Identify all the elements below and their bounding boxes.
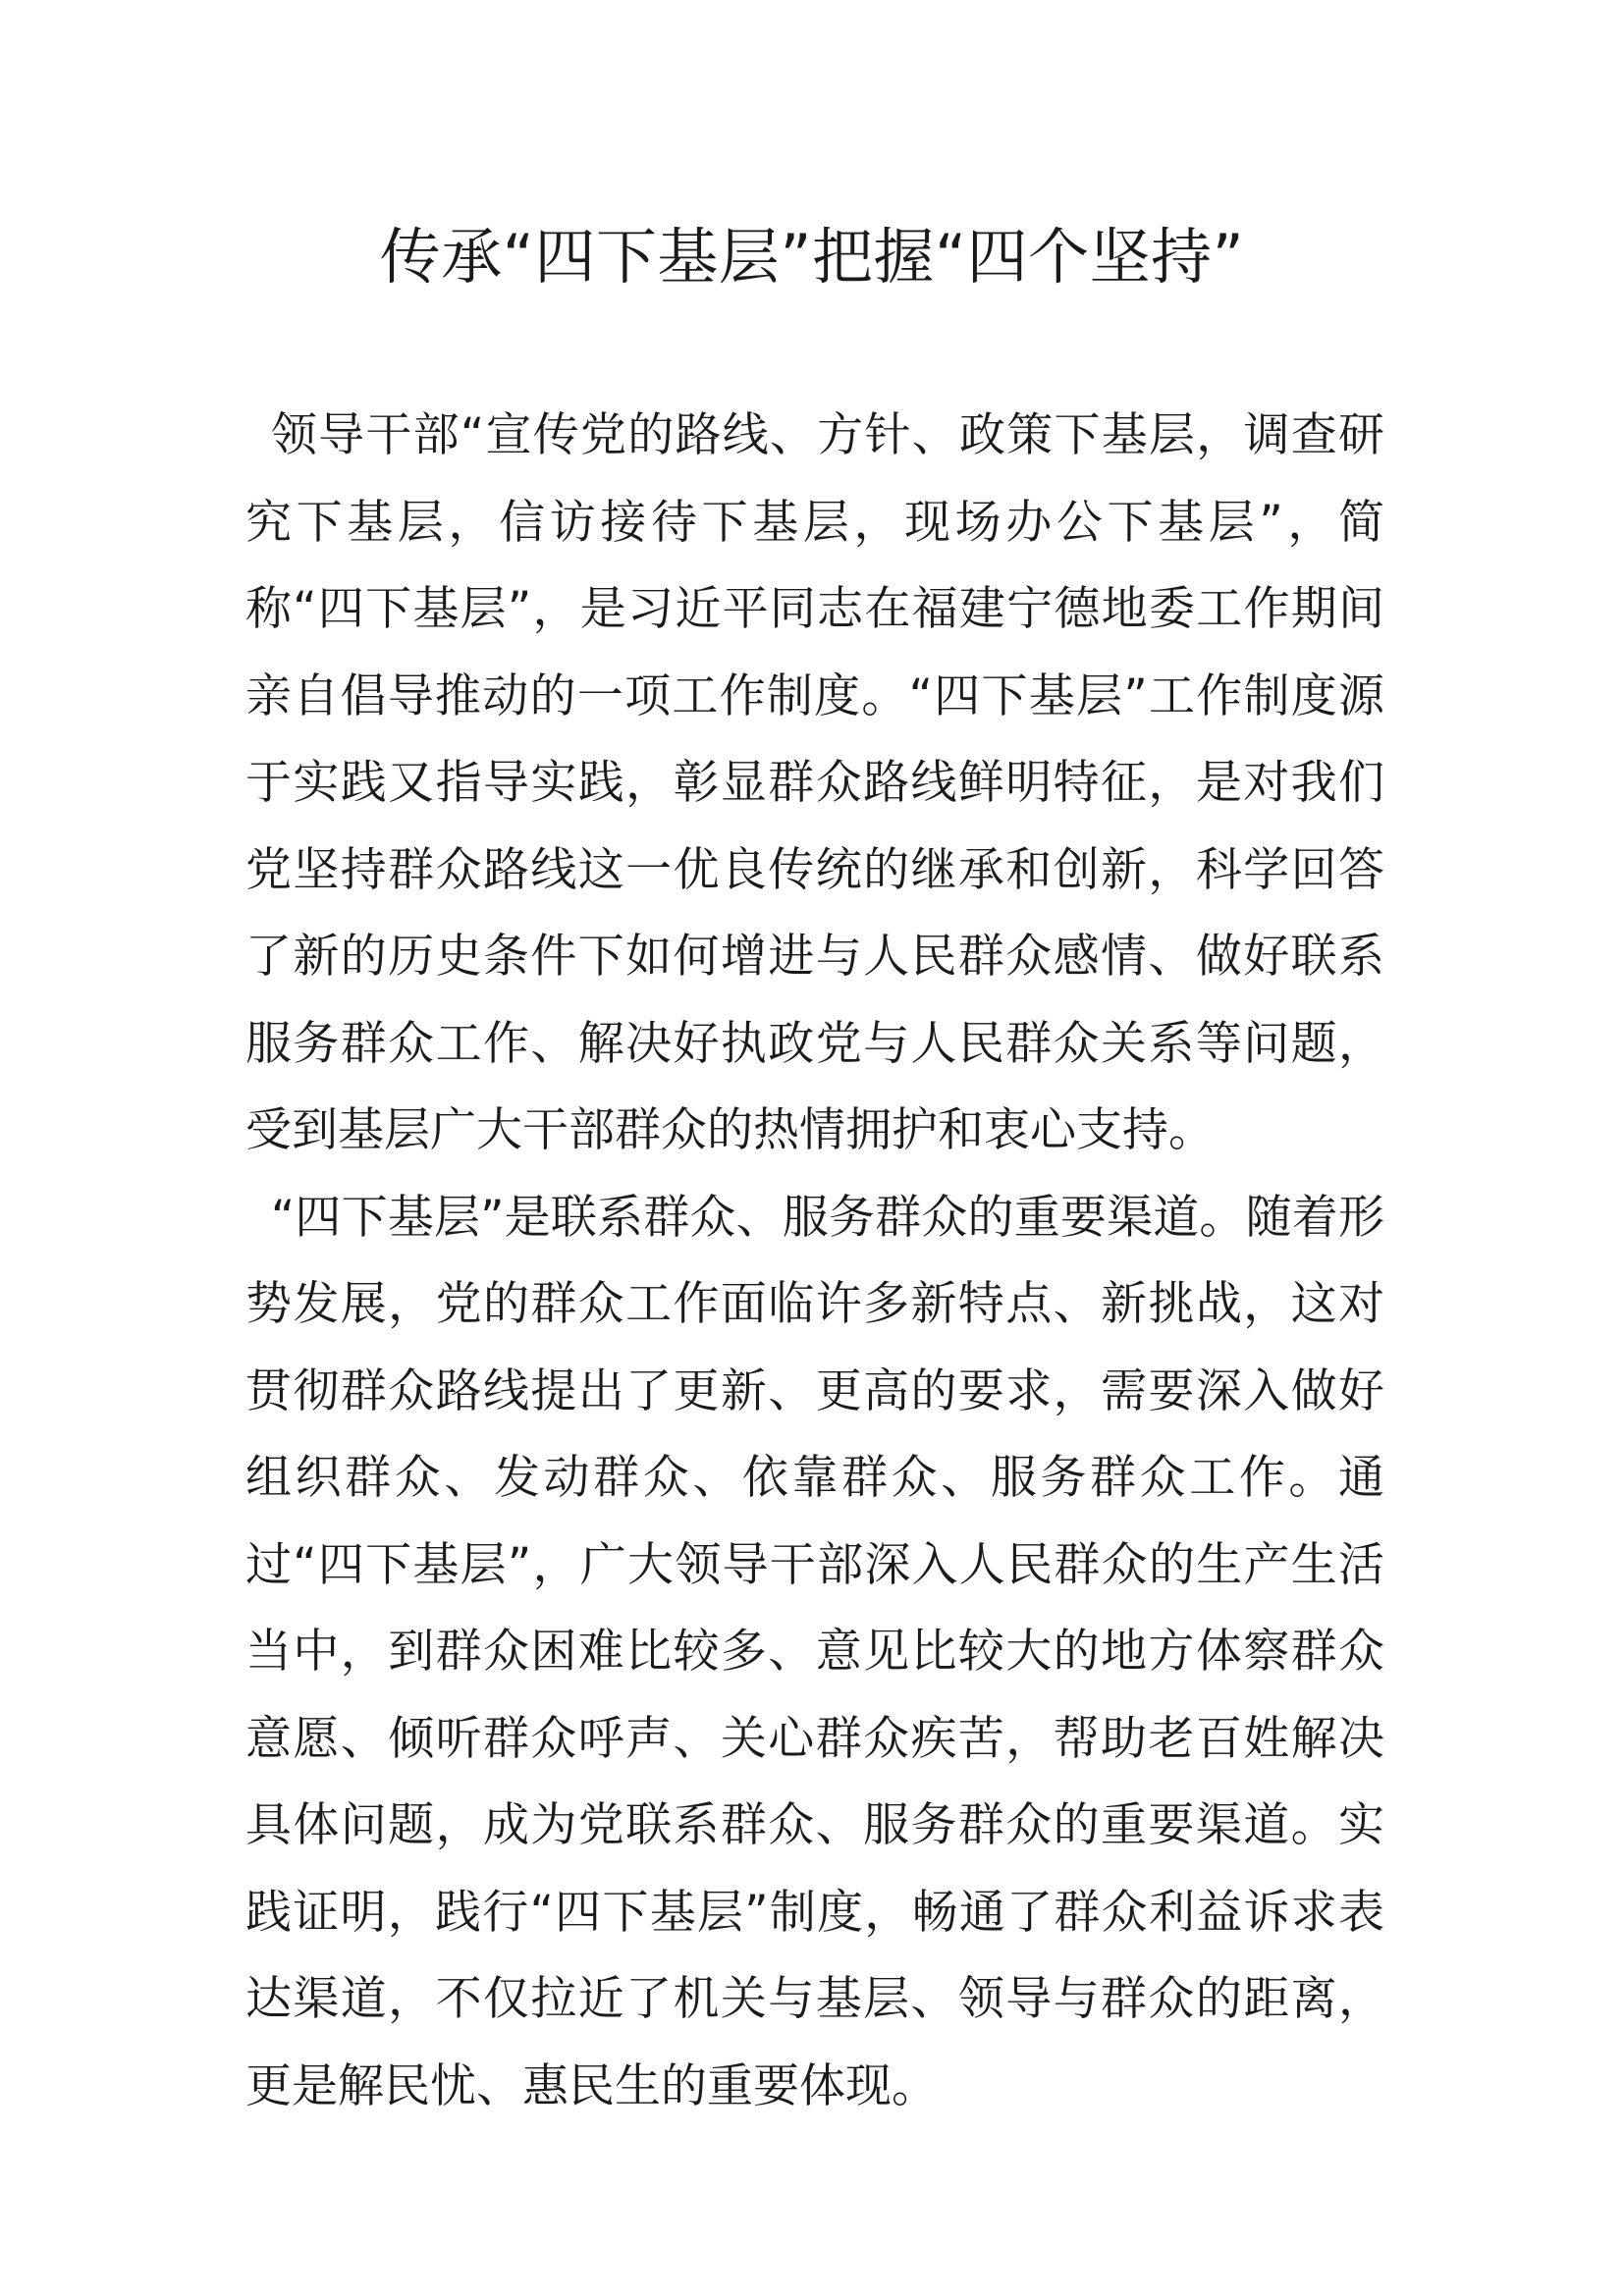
paragraph-1: 领导干部“宣传党的路线、方针、政策下基层，调查研究下基层，信访接待下基层，现场办公下基层”，简称“四下基层”，是习近平同志在福建宁德地委工作期间亲自倡导推动的一项工作制度。“四下基层”工作制度源于实践又指导实践，彰显群众路线鲜明特征，是对我们党坚持群众路线这一优良传统的继承和创新，科学回答了新的历史条件下如何增进与人民群众感情、做好联系服务群众工作、解决好执政党与人民群众关系等问题，受到基层广大干部群众的热情拥护和衷心支持。 [245,408,1384,1157]
document-title: 传承“四下基层”把握“四个坚持” [379,221,1245,293]
document-body [245,393,1384,2130]
paragraph-2: “四下基层”是联系群众、服务群众的重要渠道。随着形势发展，党的群众工作面临许多新特点、新挑战，这对贯彻群众路线提出了更新、更高的要求，需要深入做好组织群众、发动群众、依靠群众、服务群众工作。通过“四下基层”，广大领导干部深入人民群众的生产生活当中，到群众困难比较多、意见比较大的地方体察群众意愿、倾听群众呼声、关心群众疾苦，帮助老百姓解决具体问题，成为党联系群众、服务群众的重要渠道。实践证明，践行“四下基层”制度，畅通了群众利益诉求表达渠道，不仅拉近了机关与基层、领导与群众的距离，更是解民忧、惠民生的重要体现。 [245,1190,1384,2113]
